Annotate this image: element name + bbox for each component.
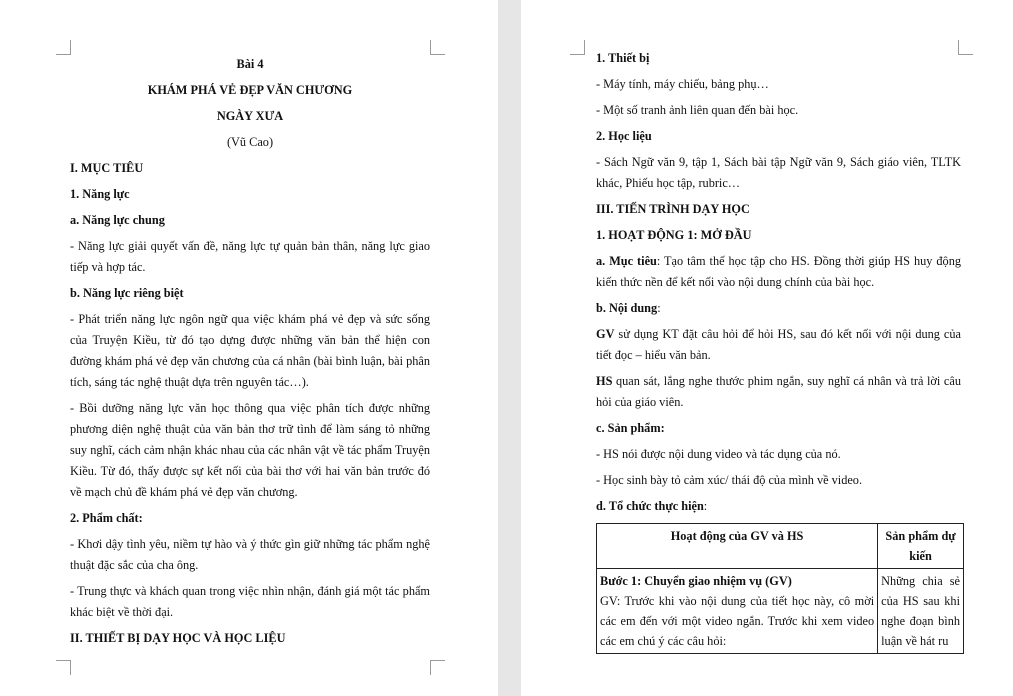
paragraph-objective — [596, 251, 961, 293]
step-text: GV: Trước khi vào nội dung của tiết học này, cô mời các em đến với một video ngắn. Trước khi xem video các em chú ý các câu hỏi: — [600, 594, 875, 648]
text-objective: : Tạo tâm thế học tập cho HS. Đồng thời giúp HS huy động kiến thức nền để kết nối vào nội dung chính của bài học. — [596, 254, 961, 289]
crop-mark — [430, 660, 445, 675]
lesson-author: (Vũ Cao) — [226, 135, 274, 149]
paragraph-gv — [596, 324, 961, 366]
table-cell-activity — [597, 569, 878, 654]
table-row — [597, 569, 964, 654]
heading-general-competence: a. Năng lực chung — [70, 213, 165, 227]
lesson-number: Bài 4 — [236, 57, 264, 71]
table-header-row — [597, 524, 964, 569]
colon: : — [703, 499, 708, 513]
table-cell-product: Những chia sẻ của HS sau khi nghe đoạn bình luận về hát ru — [878, 569, 964, 654]
table-header-products: Sản phẩm dự kiến — [878, 524, 964, 569]
heading-product: c. Sản phẩm: — [596, 421, 665, 435]
heading-equipment: II. THIẾT BỊ DẠY HỌC VÀ HỌC LIỆU — [70, 631, 286, 645]
label-gv: GV — [596, 327, 615, 341]
paragraph-hs — [596, 371, 961, 413]
heading-objectives: I. MỤC TIÊU — [70, 161, 144, 175]
paragraph: - Phát triển năng lực ngôn ngữ qua việc khám phá vẻ đẹp và sức sống của Truyện Kiều, từ đó tạo dựng được những văn bản thể hiện con đường khám phá vẻ đẹp văn chương của cá nhân (bài bình luận, bài phân tích, sáng tác nghệ thuật dựa trên nguyên tác…). — [70, 312, 430, 389]
lesson-title-line1: KHÁM PHÁ VẺ ĐẸP VĂN CHƯƠNG — [147, 83, 353, 97]
crop-mark — [570, 40, 585, 55]
paragraph: - Bồi dưỡng năng lực văn học thông qua việc phân tích được những phương diện nghệ thuật của văn bản thơ trữ tình để làm sáng tỏ những suy nghĩ, cách cảm nhận khác nhau của các nhân vật về tác phẩm Truyện Kiều. Từ đó, thấy được sự kết nối của bài thơ với hai văn bản trước đó về mạch chủ đề khám phá vẻ đẹp văn chương. — [70, 401, 430, 499]
paragraph-organize — [596, 496, 961, 517]
page-right — [521, 0, 1013, 696]
crop-mark — [56, 660, 71, 675]
paragraph: - Sách Ngữ văn 9, tập 1, Sách bài tập Ngữ văn 9, Sách giáo viên, TLTK khác, Phiếu học tập, rubric… — [596, 155, 961, 190]
heading-specific-competence: b. Năng lực riêng biệt — [70, 286, 184, 300]
paragraph: - Máy tính, máy chiếu, bảng phụ… — [596, 77, 769, 91]
heading-devices: 1. Thiết bị — [596, 51, 650, 65]
page-right-content — [596, 48, 961, 654]
label-hs: HS — [596, 374, 613, 388]
heading-teaching-process: III. TIẾN TRÌNH DẠY HỌC — [596, 202, 750, 216]
paragraph: - Khơi dậy tình yêu, niềm tự hào và ý thức gìn giữ những tác phẩm nghệ thuật đặc sắc của cha ông. — [70, 537, 430, 572]
paragraph: - HS nói được nội dung video và tác dụng của nó. — [596, 447, 841, 461]
paragraph: - Năng lực giải quyết vấn đề, năng lực tự quản bản thân, năng lực giao tiếp và hợp tác. — [70, 239, 430, 274]
paragraph-content-heading — [596, 298, 961, 319]
label-objective: a. Mục tiêu — [596, 254, 657, 268]
text-hs: quan sát, lắng nghe thước phim ngắn, suy nghĩ cá nhân và trả lời câu hỏi của giáo viên. — [596, 374, 961, 409]
label-content: b. Nội dung — [596, 301, 658, 315]
heading-activity-1: 1. HOẠT ĐỘNG 1: MỞ ĐẦU — [596, 228, 752, 242]
paragraph: - Học sinh bày tỏ cảm xúc/ thái độ của mình về video. — [596, 473, 863, 487]
heading-qualities: 2. Phẩm chất: — [70, 511, 143, 525]
page-left-content — [70, 54, 430, 654]
colon: : — [657, 301, 661, 315]
step-label: Bước 1: Chuyển giao nhiệm vụ (GV) — [600, 574, 792, 588]
text-gv: sử dụng KT đặt câu hỏi để hỏi HS, sau đó kết nối với nội dung của tiết đọc – hiểu văn bản. — [596, 327, 961, 362]
page-left — [0, 0, 498, 696]
label-organize: d. Tổ chức thực hiện — [596, 499, 704, 513]
heading-materials: 2. Học liệu — [596, 129, 652, 143]
crop-mark — [430, 40, 445, 55]
paragraph: - Trung thực và khách quan trong việc nhìn nhận, đánh giá một tác phẩm khác biệt về thời đại. — [70, 584, 430, 619]
activity-table — [596, 523, 964, 654]
lesson-title-line2: NGÀY XƯA — [216, 109, 284, 123]
paragraph: - Một số tranh ảnh liên quan đến bài học. — [596, 103, 799, 117]
table-header-activities: Hoạt động của GV và HS — [597, 524, 878, 569]
heading-competence: 1. Năng lực — [70, 187, 130, 201]
crop-mark — [56, 40, 71, 55]
